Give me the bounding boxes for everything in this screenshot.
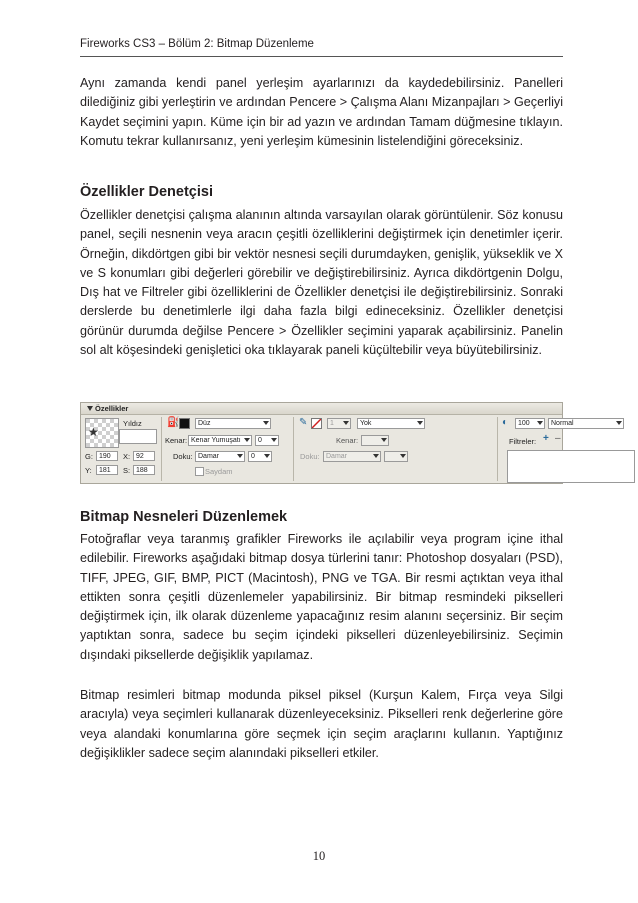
bitmap-paragraph: Fotoğraflar veya taranmış grafikler Fireworks ile açılabilir veya program içine ithal edilebilir. Fireworks aşağıdaki bitmap dosya türlerini tanır: Photoshop dosyaları (PSD), TIFF, JPEG, GIF, BMP, PICT (Macintosh), PNG ve TGA. Bir resmi açtıktan veya ithal ettikten sonra çeşitli düzenlemeler yapabilirsiniz. Bir bitmap resmindeki pikselleri değiştirmek için, ilk olarak düzenleme yapacağınız resim alanını seçersiniz. Bir seçim yaptıktan sonra, sadece bu seçim içindeki pikselleri düzenleyebilirsiniz. Seçimin dışındaki piksellerde değişiklik yapılamaz. — [80, 532, 563, 662]
fill-color-swatch — [179, 418, 190, 429]
texture-label: Doku: — [173, 452, 193, 461]
stroke-color-swatch — [311, 418, 322, 429]
panel-divider — [161, 417, 162, 481]
stroke-texture-label: Doku: — [300, 452, 320, 461]
panel-title-bar — [81, 403, 562, 415]
stroke-edge-field — [361, 435, 389, 446]
object-name-field — [119, 429, 157, 444]
bitmap-edit-paragraph: Bitmap resimleri bitmap modunda piksel piksel (Kurşun Kalem, Fırça veya Silgi aracıyla) veya seçimleri kullanarak düzenleyeceksiniz. Pikselleri renk değerlerine göre veya alandaki konumlarına göre seçmek için seçim araçlarını kullanın. Yaptığınız değişiklikler sadece seçim alanındaki pikselleri etkiler. — [80, 688, 563, 760]
opacity-icon: ◐ — [502, 417, 509, 428]
running-header: Fireworks CS3 – Bölüm 2: Bitmap Düzenleme — [80, 38, 314, 50]
star-icon: ★ — [88, 425, 99, 439]
panel-divider — [497, 417, 498, 481]
stroke-size-field: 1 — [327, 418, 351, 429]
object-thumbnail — [85, 418, 119, 448]
stroke-texture-amount-field — [384, 451, 408, 462]
width-label: G: — [85, 452, 93, 461]
transparent-checkbox — [195, 467, 204, 476]
s-field: 188 — [133, 465, 155, 475]
paint-bucket-icon: ⛽ — [167, 417, 180, 428]
properties-panel-image — [80, 402, 574, 484]
x-label: X: — [123, 452, 131, 461]
height-label: Y: — [85, 466, 92, 475]
section-heading-properties: Özellikler Denetçisi — [80, 184, 213, 200]
texture-amount-field: 0 — [248, 451, 272, 462]
fill-type-dropdown: Düz — [195, 418, 271, 429]
intro-paragraph: Aynı zamanda kendi panel yerleşim ayarlarınızı da kaydedebilirsiniz. Panelleri dilediğiniz gibi yerleştirin ve ardından Pencere > Çalışma Alanı Mizanpajları > Geçerliyi Kaydet seçimini yapın. Küme için bir ad yazın ve ardından Tamam düğmesine tıklayın. Komutu tekrar kullanırsanız, yeni yerleşim kümesinin listelendiğini göreceksiniz. — [80, 76, 563, 148]
s-label: S: — [123, 466, 131, 475]
transparent-label: Saydam — [205, 467, 233, 476]
triangle-down-icon — [87, 406, 93, 411]
x-field: 92 — [133, 451, 155, 461]
edge-amount-field: 0 — [255, 435, 279, 446]
header-divider — [80, 56, 563, 57]
stroke-texture-dropdown: Damar — [323, 451, 381, 462]
remove-filter-icon: – — [555, 433, 561, 444]
panel-title: Özellikler — [95, 404, 129, 413]
filters-label: Filtreler: — [509, 437, 537, 446]
edge-dropdown: Kenar Yumuşatı — [188, 435, 252, 446]
panel-divider — [293, 417, 294, 481]
page-number: 10 — [312, 849, 326, 863]
stroke-type-dropdown: Yok — [357, 418, 425, 429]
blend-mode-dropdown: Normal — [548, 418, 624, 429]
edge-label: Kenar: — [165, 436, 188, 445]
add-filter-icon: + — [543, 433, 549, 444]
section-heading-bitmap: Bitmap Nesneleri Düzenlemek — [80, 509, 288, 525]
texture-dropdown: Damar — [195, 451, 245, 462]
height-field: 181 — [96, 465, 118, 475]
opacity-field: 100 — [515, 418, 545, 429]
width-field: 190 — [96, 451, 118, 461]
pencil-icon: ✎ — [299, 417, 308, 428]
object-type-label: Yıldız — [123, 419, 142, 428]
properties-paragraph: Özellikler denetçisi çalışma alanının altında varsayılan olarak görüntülenir. Söz konusu panel, seçili nesnenin veya aracın çeşitli özelliklerini değiştirmek için denetimler içerir. Örneğin, dikdörtgen gibi bir vektör nesnesi seçili durumdayken, genişlik, yükseklik ve X ve S konumları gibi değerleri görebilir ve değiştirebilirsiniz. Ayrıca dikdörtgenin Dolgu, Dış hat ve Filtreler gibi özelliklerini de Özellikler denetçisi ile değiştirebilirsiniz. Sonraki derslerde bu denetimlerle ilgi daha fazla bilgi edineceksiniz. Özellikler denetçisi görünür durumda değilse Pencere > Özellikler seçimini yaparak açabilirsiniz. Panelin sol alt köşesindeki genişletici oka tıklayarak paneli küçültebilir veya büyütebilirsiniz. — [80, 208, 563, 358]
filters-list — [507, 450, 635, 483]
stroke-edge-label: Kenar: — [336, 436, 359, 445]
